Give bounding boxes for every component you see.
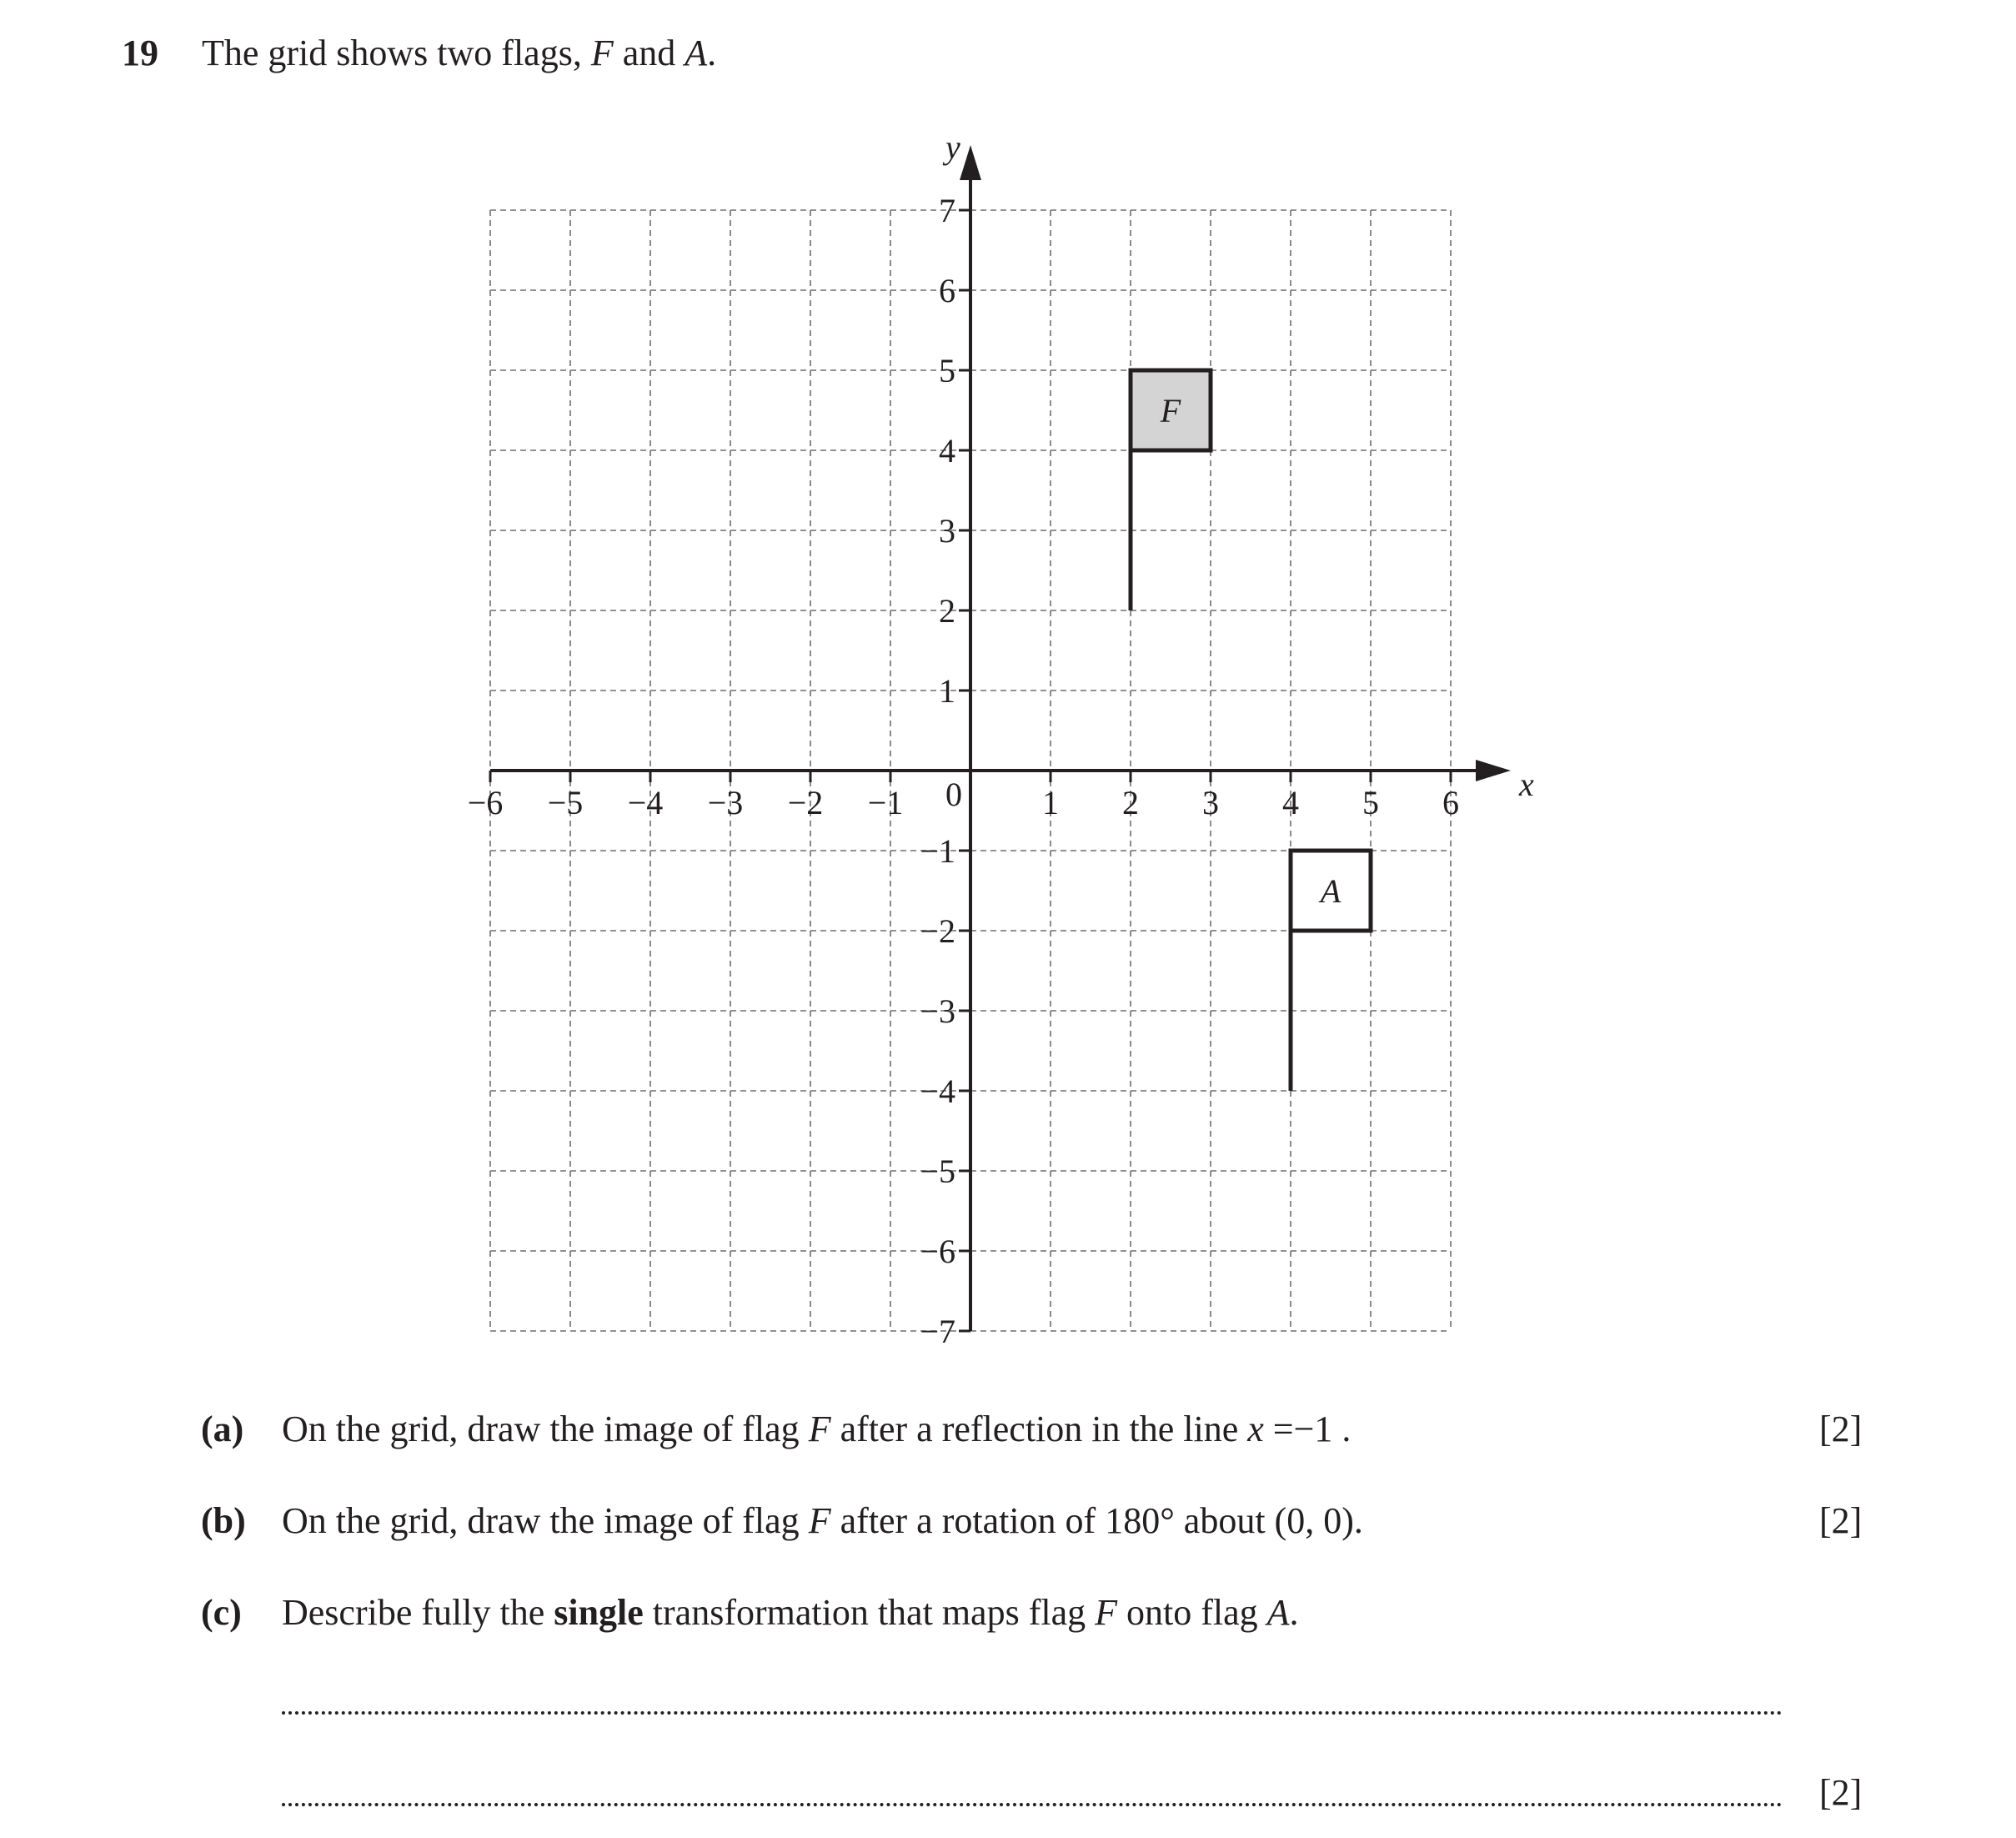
x-tick-label: 5 [1362,784,1379,821]
y-tick-label: 1 [939,672,955,710]
x-axis-arrow [1476,760,1511,781]
part-b-var: F [808,1500,831,1541]
answer-line-2[interactable] [282,1803,1783,1806]
axes [490,145,1511,1331]
part-c-mid2: onto flag [1117,1592,1267,1633]
question-text-post: . [707,33,717,73]
part-a-var: F [808,1409,831,1449]
x-tick-label: −6 [467,784,504,821]
y-tick-label: 2 [939,592,955,630]
answer-line-1[interactable] [282,1711,1783,1715]
y-tick-label: −5 [920,1153,955,1190]
part-c-pre: Describe fully the [282,1592,554,1633]
y-axis-label: y [945,128,960,166]
y-tick-label: −2 [920,912,955,950]
part-c-var: F [1095,1592,1117,1633]
question-text-pre: The grid shows two flags, [202,33,591,73]
x-tick-label: −5 [547,784,584,821]
y-tick-label: −4 [920,1072,955,1110]
tick-labels [468,128,1534,1350]
y-axis-arrow [960,145,981,180]
x-tick-label: −4 [627,784,664,821]
part-a-pre: On the grid, draw the image of flag [282,1409,809,1449]
x-axis-label: x [1519,766,1534,803]
part-a-text [282,1408,1351,1450]
part-c-text [282,1591,1299,1634]
part-c-bold: single [554,1592,644,1633]
x-tick-label: 3 [1202,784,1219,821]
flag-f [1131,370,1211,610]
x-tick-label: 2 [1122,784,1139,821]
part-b-label: (b) [201,1500,246,1541]
y-tick-label: 5 [939,352,955,389]
part-c-var2: A [1266,1592,1290,1633]
part-a-post: after a reflection in the line [830,1409,1248,1449]
part-b-text [282,1499,1363,1542]
part-a-eq-rest: =−1 . [1263,1409,1352,1449]
flag-label: A [1320,872,1341,910]
y-tick-label: −1 [920,832,955,870]
y-tick-label: 4 [939,432,955,470]
x-tick-label: −3 [707,784,744,821]
question-text-mid: and [613,33,685,73]
y-tick-label: 6 [939,272,955,309]
y-tick-label: −6 [920,1233,955,1270]
x-tick-label: −1 [867,784,904,821]
y-tick-label: −3 [920,992,955,1030]
part-c-label: (c) [201,1592,242,1633]
flag-name-f: F [590,33,614,73]
flag-label: F [1160,392,1181,429]
origin-label: 0 [945,776,962,813]
part-b-marks: [2] [1819,1500,1863,1541]
x-tick-label: 6 [1442,784,1459,821]
y-tick-label: 7 [939,192,955,229]
flag-a [1291,851,1371,1091]
x-tick-label: 4 [1282,784,1299,821]
part-b-post: after a rotation of 180° about (0, 0). [830,1500,1363,1541]
x-tick-label: 1 [1042,784,1059,821]
x-tick-label: −2 [787,784,824,821]
y-tick-label: −7 [920,1313,955,1350]
part-a-eq-var: x [1247,1409,1264,1449]
part-a-label: (a) [201,1409,244,1449]
flags [1131,370,1371,1091]
part-a-marks: [2] [1819,1409,1863,1449]
flag-name-a: A [685,33,708,73]
part-c-marks: [2] [1819,1772,1863,1813]
part-c-post: . [1289,1592,1299,1633]
question-number: 19 [122,33,158,73]
part-b-pre: On the grid, draw the image of flag [282,1500,809,1541]
part-c-mid: transformation that maps flag [643,1592,1096,1633]
y-tick-label: 3 [939,512,955,550]
